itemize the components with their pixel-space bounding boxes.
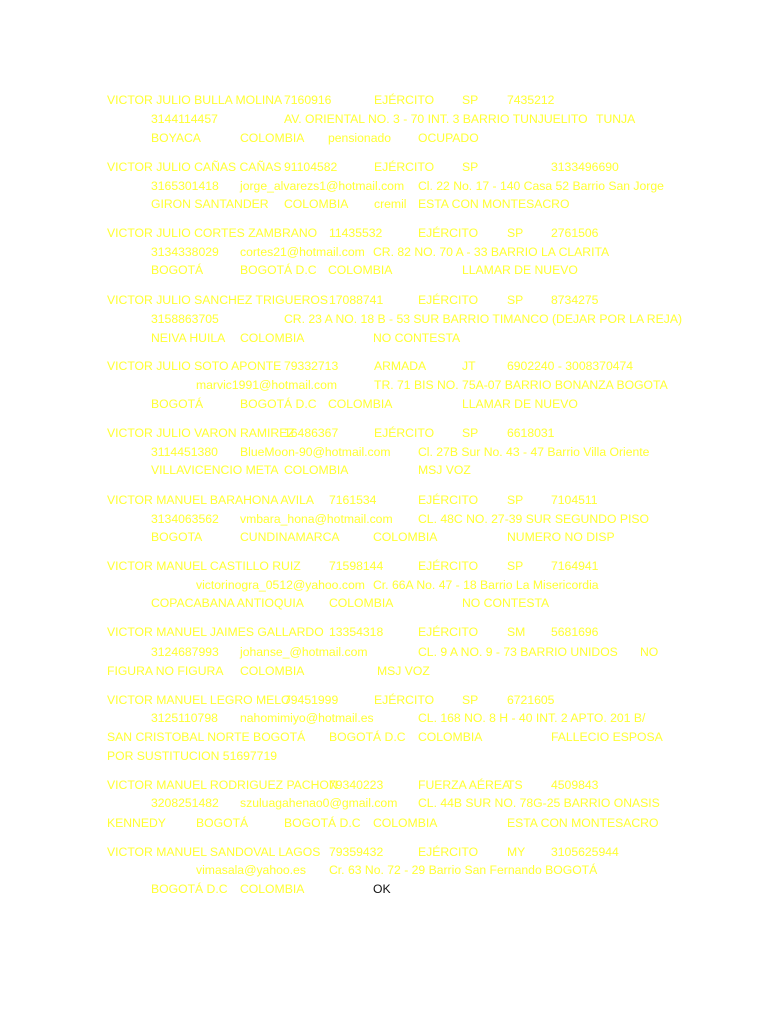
record-6-line-2-field-2: BlueMoon-90@hotmail.com (240, 445, 391, 459)
record-9-line-1-field-3: EJÉRCITO (418, 625, 479, 639)
record-7-line-2-field-1: 3134063562 (151, 512, 219, 526)
record-1-line-2-field-1: 3144114457 (151, 112, 218, 126)
record-5-line-2-field-1: marvic1991@hotmail.com (196, 378, 338, 392)
record-3-line-2-field-1: 3134338029 (151, 245, 219, 259)
record-1-line-3-field-2: COLOMBIA (240, 131, 305, 145)
record-6-line-3-field-2: COLOMBIA (284, 463, 349, 477)
record-2-line-1-field-3: EJÉRCITO (374, 160, 435, 174)
record-1-line-1-field-3: EJÉRCITO (374, 93, 435, 107)
record-1-line-1-field-2: 7160916 (284, 93, 332, 107)
record-8-line-3-field-2: COLOMBIA (329, 596, 394, 610)
record-7-line-3-field-4: NUMERO NO DISP (507, 530, 615, 544)
record-1-line-3-field-3: pensionado (328, 131, 392, 145)
record-1-line-3-field-4: OCUPADO (418, 131, 479, 145)
record-1-line-3-field-1: BOYACA (151, 131, 201, 145)
record-5-line-3-field-1: BOGOTÁ (151, 397, 204, 411)
record-4-line-1-field-4: SP (507, 293, 524, 307)
record-10-line-3-field-2: BOGOTÁ D.C (329, 730, 406, 744)
record-7-line-2-field-2: vmbara_hona@hotmail.com (240, 512, 393, 526)
record-8-line-1-field-1: VICTOR MANUEL CASTILLO RUIZ (107, 559, 301, 573)
record-4-line-3-field-2: COLOMBIA (240, 331, 305, 345)
record-3-line-3-field-2: BOGOTÁ D.C (240, 263, 317, 277)
record-5-line-1-field-5: 6902240 - 3008370474 (507, 359, 634, 373)
record-5-line-1-field-3: ARMADA (374, 359, 427, 373)
record-12-line-1-field-5: 3105625944 (551, 845, 619, 859)
record-8-line-1-field-4: SP (507, 559, 524, 573)
record-1-line-1-field-5: 7435212 (507, 93, 555, 107)
record-11-line-3-field-1: KENNEDY (107, 816, 166, 830)
record-11-line-1-field-4: TS (507, 778, 523, 792)
record-11-line-3-field-4: COLOMBIA (373, 816, 438, 830)
record-7-line-1-field-4: SP (507, 493, 524, 507)
record-9-line-3-field-2: COLOMBIA (240, 664, 305, 678)
record-9-line-2-field-4: NO (640, 645, 659, 659)
record-9-line-2-field-2: johanse_@hotmail.com (240, 645, 368, 659)
record-7-line-3-field-3: COLOMBIA (373, 530, 438, 544)
record-6-line-1-field-5: 6618031 (507, 426, 555, 440)
record-9-line-3-field-3: MSJ VOZ (377, 664, 430, 678)
record-11-line-3-field-2: BOGOTÁ (196, 816, 249, 830)
record-12-line-2-field-1: vimasala@yahoo.es (196, 863, 306, 877)
record-3-line-3-field-3: COLOMBIA (328, 263, 393, 277)
record-6-line-3-field-3: MSJ VOZ (418, 463, 471, 477)
record-1-line-2-field-2: AV. ORIENTAL NO. 3 - 70 INT. 3 BARRIO TUNJUELITO (284, 112, 588, 126)
record-12-line-2-field-2: Cr. 63 No. 72 - 29 Barrio San Fernando BOGOTÁ (329, 863, 598, 877)
record-11-line-1-field-2: 79340223 (329, 778, 384, 792)
record-10-line-3-field-4: FALLECIO ESPOSA (551, 730, 663, 744)
record-12-line-1-field-4: MY (507, 845, 526, 859)
record-2-line-3-field-3: cremil (374, 197, 407, 211)
record-11-line-2-field-1: 3208251482 (151, 796, 219, 810)
record-4-line-2-field-1: 3158863705 (151, 312, 219, 326)
record-4-line-1-field-2: 17088741 (329, 293, 384, 307)
record-10-line-1-field-2: 79451999 (284, 693, 339, 707)
record-9-line-1-field-1: VICTOR MANUEL JAIMES GALLARDO (107, 625, 324, 639)
record-11-line-1-field-1: VICTOR MANUEL RODRIGUEZ PACHON (107, 778, 338, 792)
record-5-line-1-field-2: 79332713 (284, 359, 339, 373)
record-4-line-1-field-1: VICTOR JULIO SANCHEZ TRIGUEROS (107, 293, 328, 307)
record-6-line-1-field-4: SP (462, 426, 479, 440)
record-1-line-1-field-4: SP (462, 93, 479, 107)
record-4-line-3-field-3: NO CONTESTA (373, 331, 461, 345)
record-2-line-2-field-3: Cl. 22 No. 17 - 140 Casa 52 Barrio San Jorge (418, 179, 664, 193)
record-3-line-1-field-4: SP (507, 226, 524, 240)
record-10-line-1-field-4: SP (462, 693, 479, 707)
record-5-line-3-field-4: LLAMAR DE NUEVO (462, 397, 578, 411)
record-10-line-2-field-3: CL. 168 NO. 8 H - 40 INT. 2 APTO. 201 B/ (418, 711, 646, 725)
record-7-line-1-field-3: EJÉRCITO (418, 493, 479, 507)
record-8-line-3-field-3: NO CONTESTA (462, 596, 550, 610)
record-3-line-1-field-1: VICTOR JULIO CORTES ZAMBRANO (107, 226, 318, 240)
record-5-line-1-field-1: VICTOR JULIO SOTO APONTE (107, 359, 282, 373)
record-3-line-3-field-1: BOGOTÁ (151, 263, 204, 277)
record-7-line-2-field-3: CL. 48C NO. 27-39 SUR SEGUNDO PISO (418, 512, 649, 526)
record-10-line-2-field-2: nahomimiyo@hotmail.es (240, 711, 374, 725)
record-2-line-2-field-1: 3165301418 (151, 179, 219, 193)
record-3-line-3-field-4: LLAMAR DE NUEVO (462, 263, 578, 277)
record-7-line-1-field-5: 7104511 (551, 493, 598, 507)
record-6-line-1-field-2: 16486367 (284, 426, 339, 440)
record-7-line-3-field-2: CUNDINAMARCA (240, 530, 340, 544)
record-3-line-1-field-2: 11435532 (329, 226, 383, 240)
record-9-line-2-field-3: CL. 9 A NO. 9 - 73 BARRIO UNIDOS (418, 645, 618, 659)
record-8-line-2-field-1: victorinogra_0512@yahoo.com (196, 578, 365, 592)
record-5-line-3-field-3: COLOMBIA (328, 397, 393, 411)
record-1-line-2-field-3: TUNJA (596, 112, 636, 126)
record-10-line-2-field-1: 3125110798 (151, 711, 218, 725)
record-3-line-1-field-3: EJÉRCITO (418, 226, 479, 240)
record-12-line-1-field-2: 79359432 (329, 845, 384, 859)
record-9-line-1-field-5: 5681696 (551, 625, 599, 639)
record-5-line-2-field-2: TR. 71 BIS NO. 75A-07 BARRIO BONANZA BOGOTA (374, 378, 668, 392)
record-2-line-2-field-2: jorge_alvarezs1@hotmail.com (240, 179, 405, 193)
record-11-line-3-field-3: BOGOTÁ D.C (284, 816, 361, 830)
record-10-line-3-field-3: COLOMBIA (418, 730, 483, 744)
record-8-line-2-field-2: Cr. 66A No. 47 - 18 Barrio La Misericordia (373, 578, 599, 592)
record-2-line-1-field-2: 91104582 (284, 160, 338, 174)
record-11-line-2-field-2: szuluagahenao0@gmail.com (240, 796, 398, 810)
record-7-line-1-field-2: 7161534 (329, 493, 377, 507)
record-12-line-3-field-2: COLOMBIA (240, 882, 305, 896)
record-11-line-3-field-5: ESTA CON MONTESACRO (507, 816, 659, 830)
record-2-line-1-field-5: 3133496690 (551, 160, 619, 174)
record-12-line-1-field-1: VICTOR MANUEL SANDOVAL LAGOS (107, 845, 321, 859)
record-10-line-1-field-1: VICTOR MANUEL LEGRO MELO (107, 693, 291, 707)
record-3-line-1-field-5: 2761506 (551, 226, 599, 240)
record-2-line-1-field-4: SP (462, 160, 479, 174)
record-10-line-3-field-1: SAN CRISTOBAL NORTE BOGOTÁ (107, 730, 306, 744)
record-2-line-3-field-2: COLOMBIA (284, 197, 349, 211)
record-6-line-2-field-3: Cl. 27B Sur No. 43 - 47 Barrio Villa Oriente (418, 445, 650, 459)
record-9-line-1-field-2: 13354318 (329, 625, 384, 639)
record-9-line-3-field-1: FIGURA NO FIGURA (107, 664, 224, 678)
record-4-line-1-field-3: EJÉRCITO (418, 293, 479, 307)
record-12-line-1-field-3: EJÉRCITO (418, 845, 479, 859)
record-3-line-2-field-3: CR. 82 NO. 70 A - 33 BARRIO LA CLARITA (373, 245, 610, 259)
record-5-line-1-field-4: JT (462, 359, 476, 373)
record-4-line-3-field-1: NEIVA HUILA (151, 331, 226, 345)
record-6-line-2-field-1: 3114451380 (151, 445, 218, 459)
record-8-line-1-field-2: 71598144 (329, 559, 384, 573)
record-8-line-3-field-1: COPACABANA ANTIOQUIA (151, 596, 304, 610)
record-7-line-3-field-1: BOGOTA (151, 530, 203, 544)
record-2-line-3-field-1: GIRON SANTANDER (151, 197, 269, 211)
record-6-line-1-field-3: EJÉRCITO (374, 426, 435, 440)
record-9-line-1-field-4: SM (507, 625, 526, 639)
record-10-line-1-field-5: 6721605 (507, 693, 555, 707)
record-7-line-1-field-1: VICTOR MANUEL BARAHONA AVILA (107, 493, 315, 507)
record-12-line-3-field-1: BOGOTÁ D.C (151, 882, 228, 896)
record-6-line-3-field-1: VILLAVICENCIO META (151, 463, 279, 477)
record-8-line-1-field-3: EJÉRCITO (418, 559, 479, 573)
record-6-line-1-field-1: VICTOR JULIO VARON RAMIREZ (107, 426, 295, 440)
record-12-line-3-field-3: OK (373, 882, 391, 896)
record-10-line-4-field-1: POR SUSTITUCION 51697719 (107, 749, 278, 763)
record-2-line-3-field-4: ESTA CON MONTESACRO (418, 197, 570, 211)
record-5-line-3-field-2: BOGOTÁ D.C (240, 397, 317, 411)
record-11-line-1-field-5: 4509843 (551, 778, 599, 792)
record-4-line-2-field-2: CR. 23 A NO. 18 B - 53 SUR BARRIO TIMANCO (DEJAR POR LA REJA) (284, 312, 683, 326)
record-1-line-1-field-1: VICTOR JULIO BULLA MOLINA (107, 93, 283, 107)
record-9-line-2-field-1: 3124687993 (151, 645, 219, 659)
record-3-line-2-field-2: cortes21@hotmail.com (240, 245, 365, 259)
record-10-line-1-field-3: EJÉRCITO (374, 693, 435, 707)
record-4-line-1-field-5: 8734275 (551, 293, 599, 307)
record-11-line-2-field-3: CL. 44B SUR NO. 78G-25 BARRIO ONASIS (418, 796, 660, 810)
record-2-line-1-field-1: VICTOR JULIO CAÑAS CAÑAS (107, 160, 282, 174)
record-8-line-1-field-5: 7164941 (551, 559, 599, 573)
record-11-line-1-field-3: FUERZA AÉREA (418, 778, 511, 792)
